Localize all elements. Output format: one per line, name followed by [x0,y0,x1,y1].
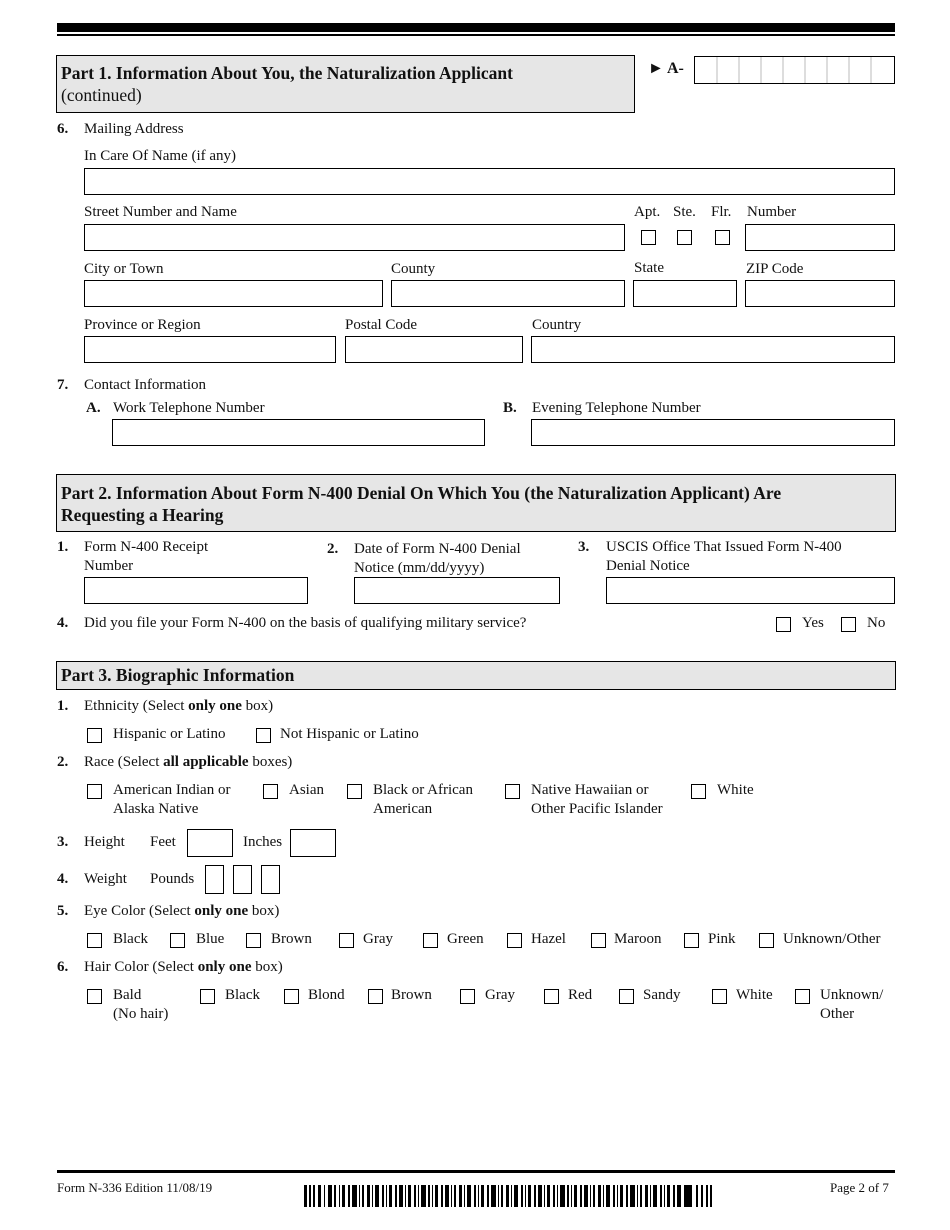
hair-color-label: Hair Color (Select only one box) [84,959,283,975]
part3-title: Part 3. Biographic Information [61,665,295,685]
province-input[interactable] [84,336,336,363]
race-american-indian-label-1: American Indian or [113,782,231,798]
footer-rule [57,1170,895,1173]
military-question: Did you file your Form N-400 on the basis of qualifying military service? [84,615,527,631]
eye-brown-checkbox[interactable] [246,933,261,948]
receipt-label-1: Form N-400 Receipt [84,539,209,555]
p3q3-number: 3. [57,834,69,850]
evening-phone-label: Evening Telephone Number [532,400,701,416]
eye-blue-label: Blue [196,931,225,947]
eye-blue-checkbox[interactable] [170,933,185,948]
race-black-label-2: American [373,801,433,817]
part1-header [56,55,635,113]
q6-number: 6. [57,121,69,137]
evening-phone-input[interactable] [531,419,895,446]
eye-black-label: Black [113,931,148,947]
denial-date-label-1: Date of Form N-400 Denial [354,541,521,557]
zip-input[interactable] [745,280,895,307]
weight-digit-3[interactable] [261,865,280,894]
race-asian-label: Asian [289,782,324,798]
hair-sandy-label: Sandy [643,987,681,1003]
q7-number: 7. [57,377,69,393]
race-white-checkbox[interactable] [691,784,706,799]
race-american-indian-checkbox[interactable] [87,784,102,799]
street-label: Street Number and Name [84,204,237,220]
top-rule-thin [57,34,895,36]
hair-blond-label: Blond [308,987,345,1003]
top-rule [57,23,895,32]
hair-brown-checkbox[interactable] [368,989,383,1004]
military-yes-checkbox[interactable] [776,617,791,632]
hair-white-label: White [736,987,773,1003]
hair-white-checkbox[interactable] [712,989,727,1004]
a-number-dividers [695,57,894,83]
a-number-label: ► A- [648,60,684,77]
county-label: County [391,261,436,277]
hair-black-checkbox[interactable] [200,989,215,1004]
work-phone-label: Work Telephone Number [113,400,265,416]
hair-unknown-checkbox[interactable] [795,989,810,1004]
p2q1-number: 1. [57,539,69,555]
state-select[interactable] [633,280,737,307]
number-input[interactable] [745,224,895,251]
weight-label: Weight [84,871,127,887]
height-feet-select[interactable] [187,829,233,857]
part2-title-line2: Requesting a Hearing [61,505,224,525]
race-label: Race (Select all applicable boxes) [84,754,293,770]
eye-pink-checkbox[interactable] [684,933,699,948]
military-no-checkbox[interactable] [841,617,856,632]
p2q2-number: 2. [327,541,339,557]
hair-unknown-label-1: Unknown/ [820,987,884,1003]
zip-label: ZIP Code [746,261,804,277]
ste-label: Ste. [673,204,696,220]
uscis-office-label-1: USCIS Office That Issued Form N-400 [606,539,842,555]
hair-bald-label-2: (No hair) [113,1006,169,1022]
p3q6-number: 6. [57,959,69,975]
work-phone-input[interactable] [112,419,485,446]
eye-maroon-checkbox[interactable] [591,933,606,948]
q7a-letter: A. [86,400,101,416]
weight-digit-2[interactable] [233,865,252,894]
p2q4-number: 4. [57,615,69,631]
eye-gray-label: Gray [363,931,393,947]
mailing-address-label: Mailing Address [84,121,184,137]
height-label: Height [84,834,125,850]
hair-black-label: Black [225,987,260,1003]
page-number: Page 2 of 7 [830,1180,889,1195]
hair-sandy-checkbox[interactable] [619,989,634,1004]
hair-bald-checkbox[interactable] [87,989,102,1004]
hair-red-checkbox[interactable] [544,989,559,1004]
barcode [304,1185,712,1207]
race-black-label-1: Black or African [373,782,473,798]
receipt-label-2: Number [84,558,134,574]
postal-label: Postal Code [345,317,418,333]
eye-green-label: Green [447,931,484,947]
eye-black-checkbox[interactable] [87,933,102,948]
number-label: Number [747,204,797,220]
p3q5-number: 5. [57,903,69,919]
in-care-of-label: In Care Of Name (if any) [84,148,237,164]
ste-checkbox[interactable] [677,230,692,245]
military-no-label: No [867,615,886,631]
state-label: State [634,260,664,276]
city-label: City or Town [84,261,164,277]
apt-checkbox[interactable] [641,230,656,245]
part1-title: Part 1. Information About You, the Naturalization Applicant [61,63,513,83]
hair-gray-label: Gray [485,987,515,1003]
contact-info-label: Contact Information [84,377,207,393]
receipt-number-input[interactable] [84,577,308,604]
race-hawaiian-checkbox[interactable] [505,784,520,799]
street-input[interactable] [84,224,625,251]
in-care-of-input[interactable] [84,168,895,195]
hispanic-checkbox[interactable] [87,728,102,743]
eye-brown-label: Brown [271,931,312,947]
military-yes-label: Yes [802,615,824,631]
postal-input[interactable] [345,336,523,363]
race-hawaiian-label-1: Native Hawaiian or [531,782,649,798]
p3q2-number: 2. [57,754,69,770]
flr-label: Flr. [711,204,732,220]
inches-label: Inches [243,834,283,850]
county-input[interactable] [391,280,625,307]
eye-maroon-label: Maroon [614,931,662,947]
p3q4-number: 4. [57,871,69,887]
uscis-office-input[interactable] [606,577,895,604]
province-label: Province or Region [84,317,201,333]
p3q1-number: 1. [57,698,69,714]
hair-bald-label-1: Bald [113,987,142,1003]
hair-blond-checkbox[interactable] [284,989,299,1004]
denial-date-label-2: Notice (mm/dd/yyyy) [354,560,485,576]
weight-digit-1[interactable] [205,865,224,894]
country-input[interactable] [531,336,895,363]
eye-unknown-label: Unknown/Other [783,931,881,947]
q7b-letter: B. [503,400,517,416]
a-number-input[interactable] [694,56,895,84]
eye-hazel-label: Hazel [531,931,566,947]
eye-unknown-checkbox[interactable] [759,933,774,948]
part2-header [56,474,896,532]
pounds-label: Pounds [150,871,195,887]
hispanic-label: Hispanic or Latino [113,726,226,742]
not-hispanic-checkbox[interactable] [256,728,271,743]
city-input[interactable] [84,280,383,307]
eye-color-label: Eye Color (Select only one box) [84,903,280,919]
feet-label: Feet [150,834,176,850]
p2q3-number: 3. [578,539,590,555]
eye-pink-label: Pink [708,931,736,947]
part2-title-line1: Part 2. Information About Form N-400 Denial On Which You (the Naturalization Applicant) Are [61,483,782,503]
form-edition: Form N-336 Edition 11/08/19 [57,1180,213,1195]
eye-hazel-checkbox[interactable] [507,933,522,948]
race-asian-checkbox[interactable] [263,784,278,799]
race-white-label: White [717,782,754,798]
hair-red-label: Red [568,987,593,1003]
denial-date-input[interactable] [354,577,560,604]
ethnicity-label: Ethnicity (Select only one box) [84,698,274,714]
eye-green-checkbox[interactable] [423,933,438,948]
part3-header [56,661,896,690]
race-american-indian-label-2: Alaska Native [113,801,199,817]
hair-gray-checkbox[interactable] [460,989,475,1004]
country-label: Country [532,317,582,333]
hair-brown-label: Brown [391,987,432,1003]
height-inches-select[interactable] [290,829,336,857]
race-black-checkbox[interactable] [347,784,362,799]
hair-unknown-label-2: Other [820,1006,855,1022]
apt-label: Apt. [634,204,661,220]
eye-gray-checkbox[interactable] [339,933,354,948]
not-hispanic-label: Not Hispanic or Latino [280,726,419,742]
uscis-office-label-2: Denial Notice [606,558,690,574]
part1-continued: (continued) [61,85,142,105]
race-hawaiian-label-2: Other Pacific Islander [531,801,663,817]
flr-checkbox[interactable] [715,230,730,245]
